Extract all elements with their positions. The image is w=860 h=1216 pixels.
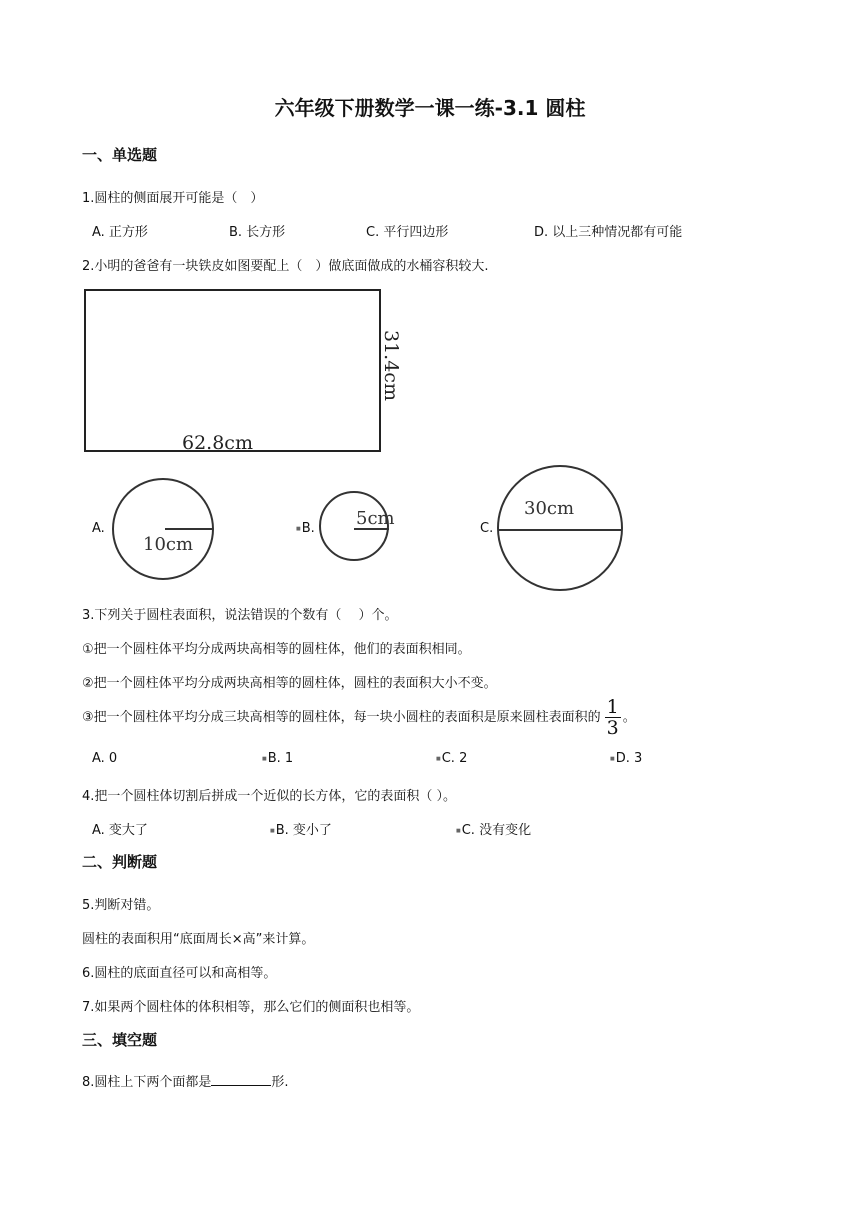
q3-option-d[interactable]: D. 3 bbox=[615, 751, 643, 766]
q1-option-d[interactable]: D. 以上三种情况都有可能 bbox=[534, 225, 683, 240]
question-4: 4.把一个圆柱体切割后拼成一个近似的长方体，它的表面积（ ）。 bbox=[82, 789, 457, 804]
q4-option-b-wrap bbox=[270, 819, 332, 838]
option-marker-dot: ■ bbox=[610, 755, 615, 762]
question-8-suffix: 形. bbox=[271, 1075, 289, 1090]
sheet-metal-rectangle bbox=[85, 290, 380, 451]
question-8-prefix: 8.圆柱上下两个面都是 bbox=[82, 1075, 212, 1090]
q4-option-b[interactable]: B. 变小了 bbox=[275, 823, 332, 838]
q2-option-c-letter[interactable]: C. bbox=[480, 521, 494, 536]
sheet-metal-figure bbox=[80, 284, 410, 459]
q3-statement-3-text: ③把一个圆柱体平均分成三块高相等的圆柱体，每一块小圆柱的表面积是原来圆柱表面积的 bbox=[82, 710, 601, 725]
q1-option-c[interactable]: C. 平行四边形 bbox=[366, 225, 449, 240]
circle-option-b[interactable] bbox=[318, 490, 400, 564]
option-marker-dot: ■ bbox=[262, 755, 267, 762]
fraction-one-third bbox=[605, 698, 621, 737]
q4-option-c[interactable]: C. 没有变化 bbox=[461, 823, 532, 838]
question-1: 1.圆柱的侧面展开可能是（ ） bbox=[82, 191, 264, 206]
q4-option-c-wrap bbox=[456, 819, 531, 838]
circle-a-label: 10cm bbox=[143, 534, 194, 555]
q3-statement-2: ②把一个圆柱体平均分成两块高相等的圆柱体，圆柱的表面积大小不变。 bbox=[82, 676, 497, 691]
q3-option-a[interactable]: A. 0 bbox=[92, 751, 118, 766]
q3-statement-3 bbox=[82, 697, 636, 739]
q3-option-b-wrap bbox=[262, 751, 293, 766]
answer-blank[interactable] bbox=[211, 1073, 271, 1086]
q3-option-b[interactable]: B. 1 bbox=[267, 751, 294, 766]
question-5-statement: 圆柱的表面积用“底面周长×高”来计算。 bbox=[82, 932, 315, 947]
question-6: 6.圆柱的底面直径可以和高相等。 bbox=[82, 966, 277, 981]
option-marker-dot: ■ bbox=[436, 755, 441, 762]
circle-b-label: 5cm bbox=[356, 508, 395, 529]
section-heading-fill-blank: 三、填空题 bbox=[82, 1031, 158, 1049]
rect-height-label: 31.4cm bbox=[380, 330, 402, 401]
q3-statement-3-end: 。 bbox=[622, 710, 636, 725]
q1-option-a[interactable]: A. 正方形 bbox=[92, 225, 148, 240]
section-heading-single-choice: 一、单选题 bbox=[82, 146, 158, 164]
question-8 bbox=[82, 1071, 289, 1090]
q3-statement-1: ①把一个圆柱体平均分成两块高相等的圆柱体，他们的表面积相同。 bbox=[82, 642, 471, 657]
q3-option-c-wrap bbox=[436, 751, 467, 766]
q3-option-c[interactable]: C. 2 bbox=[441, 751, 468, 766]
circle-c-label: 30cm bbox=[524, 498, 575, 519]
q2-option-b-wrap bbox=[296, 521, 315, 536]
question-5: 5.判断对错。 bbox=[82, 898, 160, 913]
rect-width-label: 62.8cm bbox=[182, 432, 253, 454]
q2-option-b-letter[interactable]: B. bbox=[301, 521, 315, 536]
circle-option-c[interactable] bbox=[496, 464, 628, 594]
q2-option-a-letter[interactable]: A. bbox=[92, 521, 105, 536]
fraction-denominator: 3 bbox=[606, 717, 619, 739]
question-7: 7.如果两个圆柱体的体积相等，那么它们的侧面积也相等。 bbox=[82, 1000, 420, 1015]
question-3: 3.下列关于圆柱表面积，说法错误的个数有（ ）个。 bbox=[82, 608, 398, 623]
q4-option-a[interactable]: A. 变大了 bbox=[92, 823, 148, 838]
q1-option-b[interactable]: B. 长方形 bbox=[229, 225, 286, 240]
option-marker-dot: ■ bbox=[270, 827, 275, 834]
section-heading-true-false: 二、判断题 bbox=[82, 853, 158, 871]
fraction-numerator: 1 bbox=[606, 696, 619, 718]
question-2: 2.小明的爸爸有一块铁皮如图要配上（ ）做底面做成的水桶容积较大. bbox=[82, 259, 489, 274]
option-marker-dot: ■ bbox=[456, 827, 461, 834]
q3-option-d-wrap bbox=[610, 751, 642, 766]
page-title: 六年级下册数学一课一练-3.1 圆柱 bbox=[274, 96, 586, 120]
circle-option-a[interactable] bbox=[110, 478, 220, 582]
option-marker-dot: ■ bbox=[296, 525, 301, 532]
